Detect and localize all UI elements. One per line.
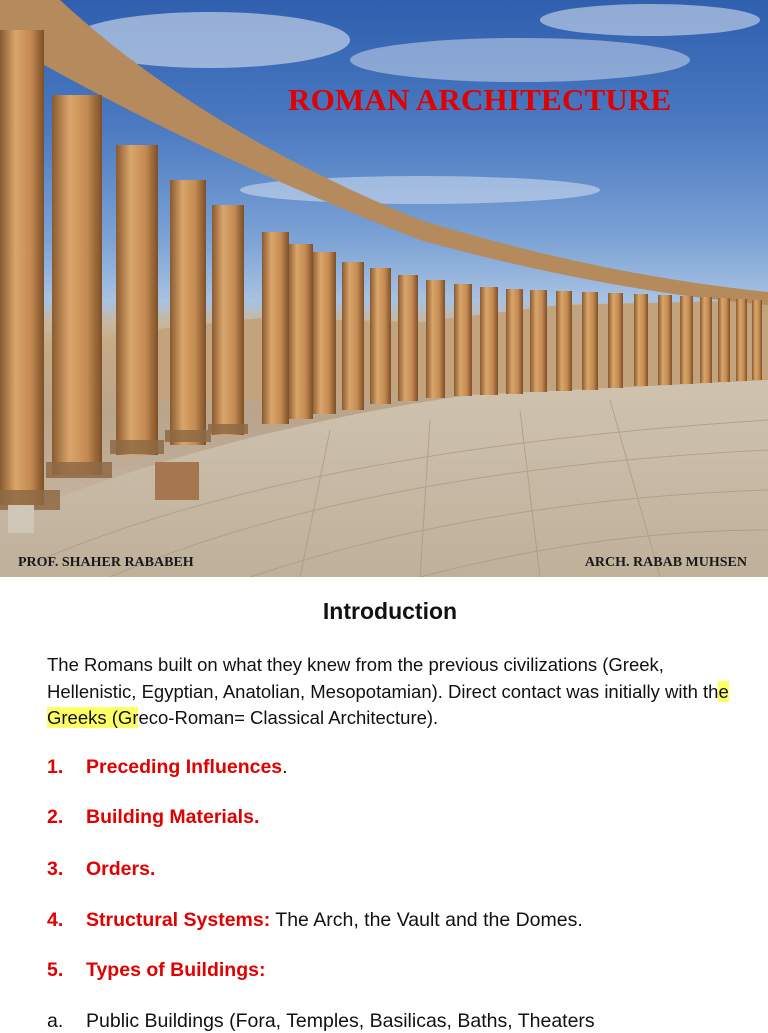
list-label (86, 756, 288, 779)
list-number: 2. (47, 806, 64, 828)
list-number: 3. (47, 858, 64, 880)
highlighted-text: e Greeks (Gr (47, 680, 729, 728)
list-label-text: Orders. (86, 858, 156, 880)
list-label-text: Structural Systems: (86, 909, 271, 931)
presentation-title: ROMAN ARCHITECTURE (288, 82, 672, 117)
intro-text-part: eco-Roman= Classical Architecture). (138, 707, 439, 728)
list-number: 4. (47, 909, 64, 931)
section-heading: Introduction (322, 598, 458, 624)
author-credit-left: PROF. SHAHER RABABEH (18, 555, 194, 570)
list-number: 1. (47, 756, 64, 778)
list-rest-text: The Arch, the Vault and the Domes. (270, 909, 583, 931)
list-label-text: Preceding Influences (86, 756, 283, 778)
author-credit-right: ARCH. RABAB MUHSEN (584, 555, 747, 570)
list-label (86, 806, 259, 829)
list-label-text: Types of Buildings: (86, 959, 266, 981)
list-rest-text: . (282, 756, 288, 778)
sublist-item-text: Public Buildings (Fora, Temples, Basilicas, Baths, Theaters (86, 1010, 595, 1032)
sublist-marker: a. (47, 1010, 64, 1032)
intro-paragraph (47, 652, 747, 732)
list-number: 5. (47, 959, 64, 981)
intro-text-part: The Romans built on what they knew from the previous civilizations (Greek, Hellenistic, Egyptian, Anatolian, Mesopotamian). Direct contact was initially with th (47, 654, 719, 702)
list-label-text: Building Materials. (86, 806, 260, 828)
list-label (86, 959, 265, 982)
list-label (86, 909, 583, 932)
list-label (86, 858, 155, 881)
